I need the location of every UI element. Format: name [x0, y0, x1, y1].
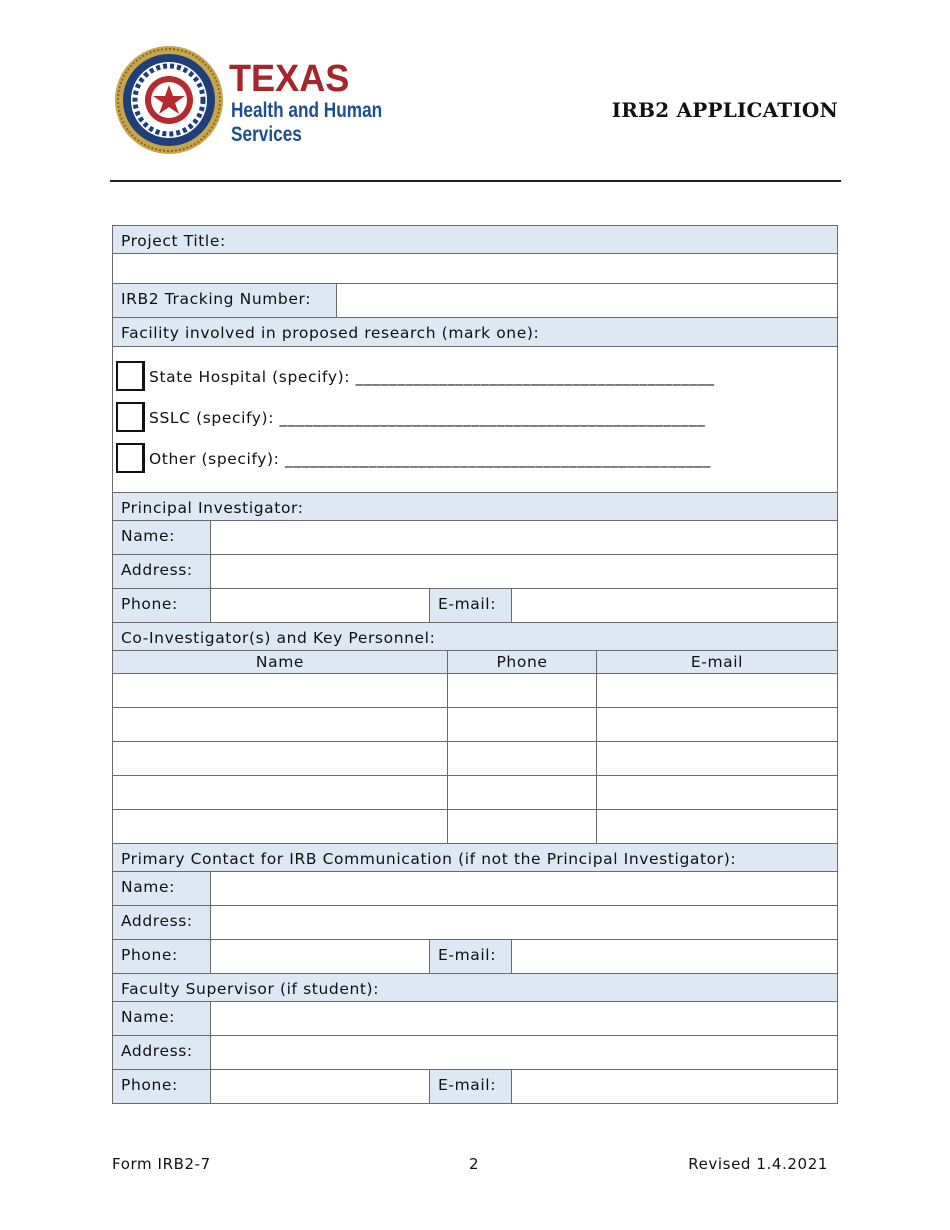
coinv-email-input[interactable] [597, 674, 837, 707]
faculty-email-label: E-mail: [438, 1076, 497, 1094]
coinv-col-name: Name [255, 653, 305, 671]
pi-address-input[interactable] [211, 555, 837, 588]
facility-option-sslc [113, 402, 839, 436]
faculty-section-row [112, 974, 838, 1002]
tracking-number-row [112, 284, 838, 318]
faculty-section-label: Faculty Supervisor (if student): [121, 980, 380, 998]
texas-seal-icon [113, 44, 225, 156]
state-hospital-checkbox[interactable] [116, 361, 145, 391]
pi-name-input[interactable] [211, 521, 837, 554]
pi-email-input[interactable] [512, 589, 837, 622]
contact-phone-email-row [112, 940, 838, 974]
coinv-row [112, 742, 838, 776]
coinv-section-row [112, 623, 838, 651]
contact-phone-input[interactable] [211, 940, 429, 973]
coinv-email-input[interactable] [597, 708, 837, 741]
footer-form-id: Form IRB2-7 [112, 1155, 211, 1173]
logo-texas-text: TEXAS [229, 58, 350, 100]
contact-address-label: Address: [121, 912, 193, 930]
facility-label-row [112, 318, 838, 347]
contact-name-label: Name: [121, 878, 175, 896]
faculty-name-row [112, 1002, 838, 1036]
other-label: Other (specify): ___________________________________________________ [149, 450, 711, 468]
pi-phone-email-row [112, 589, 838, 623]
tracking-number-input[interactable] [337, 284, 837, 317]
pi-section-label: Principal Investigator: [121, 499, 304, 517]
pi-name-label: Name: [121, 527, 175, 545]
faculty-phone-email-row [112, 1070, 838, 1104]
coinv-email-input[interactable] [597, 742, 837, 775]
sslc-checkbox[interactable] [116, 402, 145, 432]
coinv-phone-input[interactable] [448, 708, 596, 741]
coinv-phone-input[interactable] [448, 776, 596, 809]
pi-phone-label: Phone: [121, 595, 178, 613]
facility-option-state-hospital [113, 361, 839, 395]
irb2-form [112, 225, 838, 1104]
coinv-col-email: E-mail [690, 653, 744, 671]
faculty-address-row [112, 1036, 838, 1070]
hhs-logo [113, 44, 403, 158]
contact-name-input[interactable] [211, 872, 837, 905]
coinv-rows [112, 674, 838, 844]
faculty-address-input[interactable] [211, 1036, 837, 1069]
contact-email-input[interactable] [512, 940, 837, 973]
coinv-row [112, 810, 838, 844]
coinv-email-input[interactable] [597, 810, 837, 843]
faculty-name-label: Name: [121, 1008, 175, 1026]
state-hospital-label: State Hospital (specify): ___________________________________________ [149, 368, 715, 386]
pi-phone-input[interactable] [211, 589, 429, 622]
contact-email-label: E-mail: [438, 946, 497, 964]
pi-section-row [112, 493, 838, 521]
project-title-label: Project Title: [121, 232, 226, 250]
footer-page-number: 2 [469, 1155, 480, 1173]
pi-address-label: Address: [121, 561, 193, 579]
pi-name-row [112, 521, 838, 555]
contact-address-row [112, 906, 838, 940]
faculty-phone-label: Phone: [121, 1076, 178, 1094]
tracking-number-label: IRB2 Tracking Number: [121, 290, 312, 308]
coinv-row [112, 674, 838, 708]
contact-section-row [112, 844, 838, 872]
coinv-email-input[interactable] [597, 776, 837, 809]
contact-section-label: Primary Contact for IRB Communication (if not the Principal Investigator): [121, 850, 737, 868]
coinv-row [112, 776, 838, 810]
facility-label: Facility involved in proposed research (mark one): [121, 324, 540, 342]
contact-phone-label: Phone: [121, 946, 178, 964]
coinv-name-input[interactable] [113, 742, 447, 775]
coinv-name-input[interactable] [113, 674, 447, 707]
coinv-phone-input[interactable] [448, 674, 596, 707]
faculty-name-input[interactable] [211, 1002, 837, 1035]
coinv-col-phone: Phone [496, 653, 548, 671]
coinv-name-input[interactable] [113, 776, 447, 809]
logo-line-1: Health and Human [231, 99, 383, 122]
faculty-phone-input[interactable] [211, 1070, 429, 1103]
header-divider [110, 180, 841, 182]
facility-options [112, 347, 838, 493]
project-title-input[interactable] [112, 254, 838, 284]
coinv-phone-input[interactable] [448, 810, 596, 843]
coinv-section-label: Co-Investigator(s) and Key Personnel: [121, 629, 436, 647]
coinv-header-row [112, 651, 838, 674]
logo-line-2: Services [231, 123, 302, 146]
pi-address-row [112, 555, 838, 589]
document-title: IRB2 APPLICATION [611, 98, 838, 122]
coinv-phone-input[interactable] [448, 742, 596, 775]
faculty-email-input[interactable] [512, 1070, 837, 1103]
coinv-name-input[interactable] [113, 708, 447, 741]
contact-address-input[interactable] [211, 906, 837, 939]
facility-option-other [113, 443, 839, 477]
sslc-label: SSLC (specify): ___________________________________________________ [149, 409, 706, 427]
footer-revised: Revised 1.4.2021 [688, 1155, 828, 1173]
contact-name-row [112, 872, 838, 906]
pi-email-label: E-mail: [438, 595, 497, 613]
other-checkbox[interactable] [116, 443, 145, 473]
coinv-name-input[interactable] [113, 810, 447, 843]
coinv-row [112, 708, 838, 742]
project-title-label-row [112, 225, 838, 254]
faculty-address-label: Address: [121, 1042, 193, 1060]
